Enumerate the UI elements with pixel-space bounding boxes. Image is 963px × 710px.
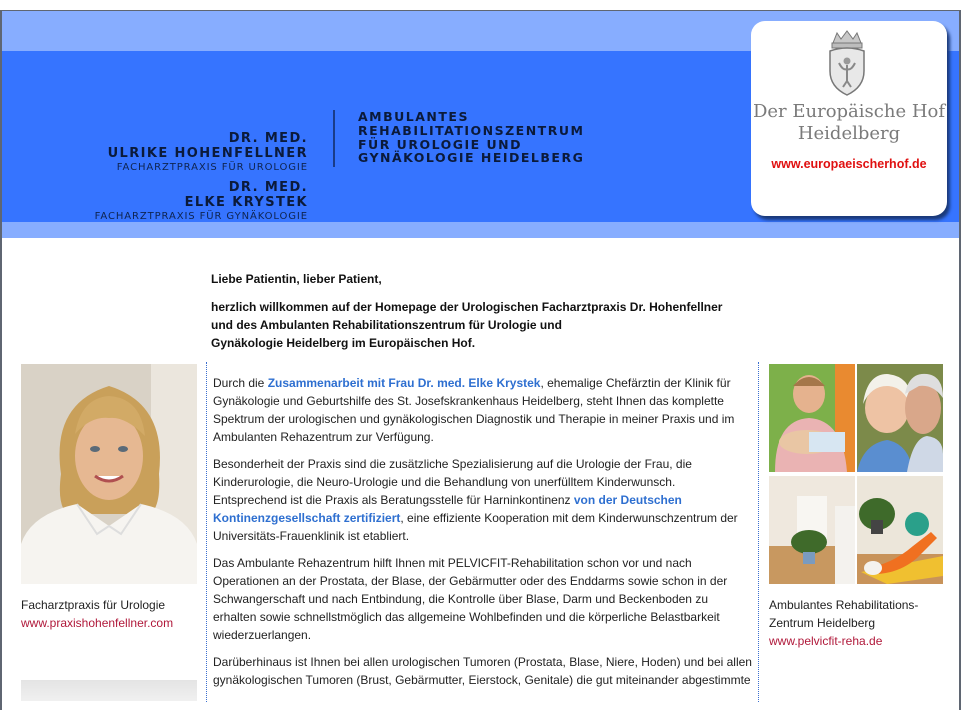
welcome-line: Gynäkologie Heidelberg im Europäischen Hof. [211,336,476,350]
right-caption-line1: Ambulantes Rehabilitations- [769,598,919,612]
center-line: AMBULANTES [358,109,469,124]
doctor1-title: DR. MED. [228,131,308,146]
paragraph-specialization: Besonderheit der Praxis sind die zusätzliche Spezialisierung auf die Urologie der Frau, die Kinderurologie, die Neuro-Urologie und die Behandlung von unerfülltem Kinderwunsch. Entsprechend ist die Praxis als Beratungsstelle für Harninkontinenz von der Deutschen Kontinenzgesellschaft zertifiziert, eine effiziente Kooperation mit dem Kinderwunschzentrum der Universitäts-Frauenklinik ist etabliert. [213,457,738,543]
paragraph-cooperation: Durch die Zusammenarbeit mit Frau Dr. med. Elke Krystek, ehemalige Chefärztin der Klinik für Gynäkologie und Geburtshilfe des St. Josefskrankenhaus Heidelberg, steht Ihnen das komplette Spektrum der urologischen und gynäkologischen Diagnostik und Therapie in meiner Praxis und im Ambulanten Rehazentrum zur Verfügung. [213,376,735,444]
greeting: Liebe Patientin, lieber Patient, [211,272,382,286]
welcome-line: und des Ambulanten Rehabilitationszentrum für Urologie und [211,318,562,332]
doctor-portrait-image [21,364,197,584]
doctor2-name: ELKE KRYSTEK [184,195,308,210]
hotel-logo-card[interactable] [751,21,947,216]
elderly-couple-photo [857,364,943,472]
pelvicfit-website-link[interactable]: www.pelvicfit-reha.de [769,634,883,648]
clinic-hallway-photo [769,476,855,584]
right-sidebar [769,364,943,650]
welcome-text [211,298,751,352]
pelvicfit-exercise-photo [857,476,943,584]
center-line: GYNÄKOLOGIE HEIDELBERG [358,150,585,166]
paragraph-rehab: Das Ambulante Rehazentrum hilft Ihnen mit PELVICFIT-Rehabilitation schon vor und nach Operationen an der Prostata, der Blase, der Gebärmutter oder des Enddarms sowie schon in der Schwangerschaft und nach Entbindung, die Kontrolle über Blase, Darm und Beckenboden zu erhalten sowie schnellstmöglich das allgemeine Wohlbefinden und die körperliche Belastbarkeit wiederzuerlangen. [213,556,728,642]
doctor2-title: DR. MED. [228,180,308,195]
hotel-name-line2: Heidelberg [797,123,901,144]
doctor2-specialty: FACHARZTPRAXIS FÜR GYNÄKOLOGIE [94,211,308,222]
certification-link[interactable]: von der Deutschen Kontinenzgesellschaft zertifiziert [213,493,682,525]
hotel-name [751,101,947,145]
left-sidebar-caption: Facharztpraxis für Urologie [21,598,166,612]
welcome-line: herzlich willkommen auf der Homepage der Urologischen Facharztpraxis Dr. Hohenfellner [211,300,723,314]
center-line: FÜR UROLOGIE UND [358,136,523,152]
center-line: REHABILITATIONSZENTRUM [358,122,585,138]
right-sidebar-caption [769,596,943,632]
header-bottom-band [2,222,959,238]
doctors-logo [95,131,308,224]
left-sidebar [21,364,197,632]
coat-of-arms-crest-icon [823,29,871,99]
praxis-website-link[interactable]: www.praxishohenfellner.com [21,616,174,630]
second-doctor-image [21,680,197,701]
rehab-photo-collage [769,364,943,584]
page-frame [0,10,961,710]
mother-baby-photo [769,364,855,472]
doctor1-name: ULRIKE HOHENFELLNER [107,146,308,161]
hotel-website-link[interactable]: www.europaeischerhof.de [771,157,927,171]
paragraph-tumors: Darüberhinaus ist Ihnen bei allen urologischen Tumoren (Prostata, Blase, Niere, Hoden) und bei allen gynäkologischen Tumoren (Brust, Gebärmutter, Eierstock, Genitale) die gut miteinander abgestimmte [213,655,752,687]
main-content [206,362,759,702]
cooperation-link[interactable]: Zusammenarbeit mit Frau Dr. med. Elke Krystek [267,376,541,390]
doctor1-specialty: FACHARZTPRAXIS FÜR UROLOGIE [116,162,308,173]
reha-center-logo [358,110,584,165]
hotel-name-line1: Der Europäische Hof [752,101,946,122]
logo-divider [333,110,335,167]
right-caption-line2: Zentrum Heidelberg [769,616,876,630]
